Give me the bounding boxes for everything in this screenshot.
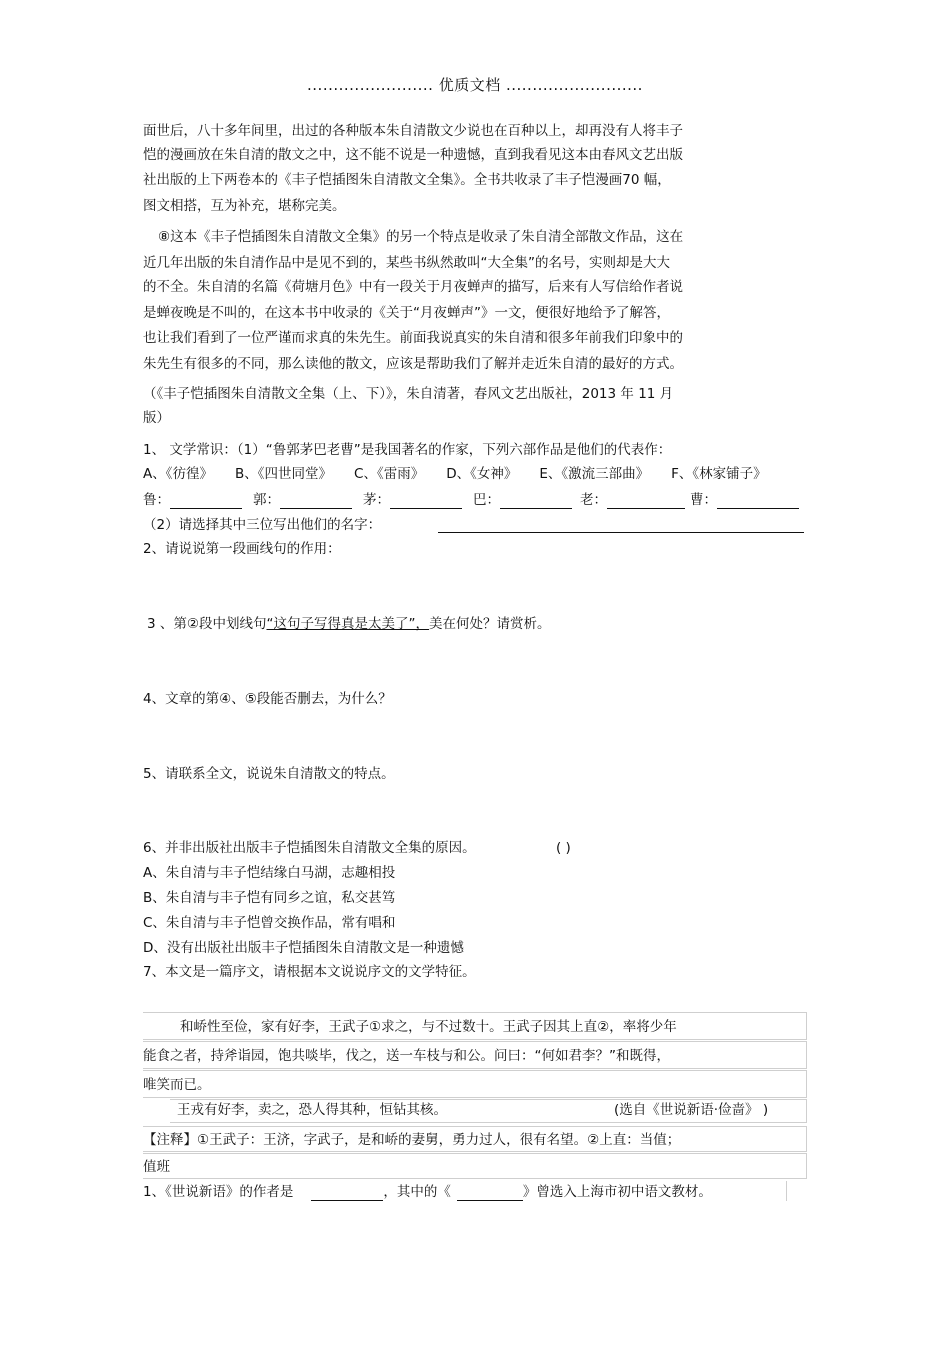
q1-title: 1、 文学常识：（1）“鲁郭茅巴老曹”是我国著名的作家，下列六部作品是他们的代表作： xyxy=(143,442,672,458)
q6-choice-b: B、朱自清与丰子恺有同乡之谊，私交甚笃 xyxy=(143,890,396,906)
q1-option-f: F、《林家铺子》 xyxy=(671,466,767,482)
classical-note-2: 值班 xyxy=(143,1159,170,1175)
classical-line-4: 王戎有好李，卖之，恐人得其种，恒钻其核。 xyxy=(177,1102,447,1118)
q2: 2、请说说第一段画线句的作用： xyxy=(143,541,341,557)
q1-option-c: C、《雷雨》 xyxy=(354,466,425,482)
answer-blank-ba[interactable] xyxy=(500,494,572,509)
q1-name-lao: 老： xyxy=(580,491,685,509)
q1-option-b: B、《四世同堂》 xyxy=(235,466,333,482)
answer-blank-guo[interactable] xyxy=(280,494,352,509)
para1-line-3: 社出版的上下两卷本的《丰子恺插图朱自清散文全集》。全书共收录了丰子恺漫画70 幅， xyxy=(143,172,671,188)
q6-title: 6、并非出版社出版丰子恺插图朱自清散文全集的原因。 xyxy=(143,840,476,856)
para2-line-1: ⑧这本《丰子恺插图朱自清散文全集》的另一个特点是收录了朱自清全部散文作品，这在 xyxy=(158,229,684,245)
q1-name-lu: 鲁： xyxy=(143,491,242,509)
q1-options xyxy=(143,465,789,483)
classical-source: (选自《世说新语·俭啬》 ) xyxy=(614,1102,769,1118)
answer-blank-lu[interactable] xyxy=(170,494,242,509)
para2-line-4: 是蝉夜晚是不叫的，在这本书中收录的《关于“月夜蝉声”》一文，便很好地给予了解答， xyxy=(143,305,670,321)
answer-blank-cao[interactable] xyxy=(717,494,799,509)
q3-underlined-quote: “这句子写得真是太美了”， xyxy=(266,616,429,632)
source-line-2: 版） xyxy=(143,410,170,426)
q1-option-d: D、《女神》 xyxy=(446,466,518,482)
answer-blank-q1-sub2[interactable] xyxy=(438,518,804,533)
para1-line-4: 图文相搭，互为补充，堪称完美。 xyxy=(143,198,346,214)
para2-line-3: 的不全。朱自清的名篇《荷塘月色》中有一段关于月夜蝉声的描写，后来有人写信给作者说 xyxy=(143,279,683,295)
q1-option-e: E、《激流三部曲》 xyxy=(539,466,650,482)
classical-note-1: 【注释】①王武子：王济，字武子，是和峤的妻舅，勇力过人，很有名望。②上直：当值； xyxy=(143,1132,681,1148)
answer-blank-author[interactable] xyxy=(311,1186,383,1201)
classical-row-frame-3 xyxy=(143,1070,807,1098)
q6-answer-paren[interactable]: ( ) xyxy=(556,840,571,856)
answer-blank-lao[interactable] xyxy=(607,494,685,509)
classical-line-1: 和峤性至俭，家有好李，王武子①求之，与不过数十。王武子因其上直②，率将少年 xyxy=(180,1019,677,1035)
q1-name-ba: 巴： xyxy=(473,491,572,509)
q7: 7、本文是一篇序文，请根据本文说说序文的文学特征。 xyxy=(143,964,476,980)
q1-name-guo: 郭： xyxy=(253,491,352,509)
para2-line-2: 近几年出版的朱自清作品中是见不到的，某些书纵然敢叫“大全集”的名号，实则却是大大 xyxy=(143,255,670,271)
q5: 5、请联系全文，说说朱自清散文的特点。 xyxy=(143,766,395,782)
q1-option-a: A、《彷徨》 xyxy=(143,466,213,482)
q3: 3 、第②段中划线句“这句子写得真是太美了”，美在何处？请赏析。 xyxy=(147,616,551,632)
answer-blank-text-title[interactable] xyxy=(457,1186,523,1201)
q6-choice-c: C、朱自清与丰子恺曾交换作品，常有唱和 xyxy=(143,915,396,931)
classical-line-3: 唯笑而已。 xyxy=(143,1077,211,1093)
q1-name-mao: 茅： xyxy=(363,491,462,509)
para2-line-6: 朱先生有很多的不同，那么读他的散文，应该是帮助我们了解并走近朱自清的最好的方式。 xyxy=(143,356,683,372)
para1-line-2: 恺的漫画放在朱自清的散文之中，这不能不说是一种遗憾，直到我看见这本由春风文艺出版 xyxy=(143,147,683,163)
q6-choice-d: D、没有出版社出版丰子恺插图朱自清散文是一种遗憾 xyxy=(143,940,464,956)
q4: 4、文章的第④、⑤段能否删去，为什么？ xyxy=(143,691,392,707)
q6-choice-a: A、朱自清与丰子恺结缘白马湖，志趣相投 xyxy=(143,865,396,881)
classical-line-2: 能食之者，持斧诣园，饱共啖毕，伐之，送一车枝与和公。问曰：“何如君李？”和既得， xyxy=(143,1048,670,1064)
source-line-1: （《丰子恺插图朱自清散文全集（上、下）》，朱自清著，春风文艺出版社，2013 年 11 月 xyxy=(143,386,674,402)
q1-name-cao: 曹： xyxy=(690,491,799,509)
classical-q1: 1、《世说新语》的作者是 ，其中的《 》曾选入上海市初中语文教材。 xyxy=(143,1184,712,1200)
para2-line-5: 也让我们看到了一位严谨而求真的朱先生。前面我说真实的朱自清和很多年前我们印象中的 xyxy=(143,330,683,346)
classical-row-frame-6 xyxy=(143,1153,807,1179)
answer-blank-mao[interactable] xyxy=(390,494,462,509)
page-header: ........................ 优质文档 .......................... xyxy=(307,76,643,94)
para1-line-1: 面世后，八十多年间里，出过的各种版本朱自清散文少说也在百种以上，却再没有人将丰子 xyxy=(143,123,683,139)
q1-sub2: （2）请选择其中三位写出他们的名字： xyxy=(143,517,382,533)
